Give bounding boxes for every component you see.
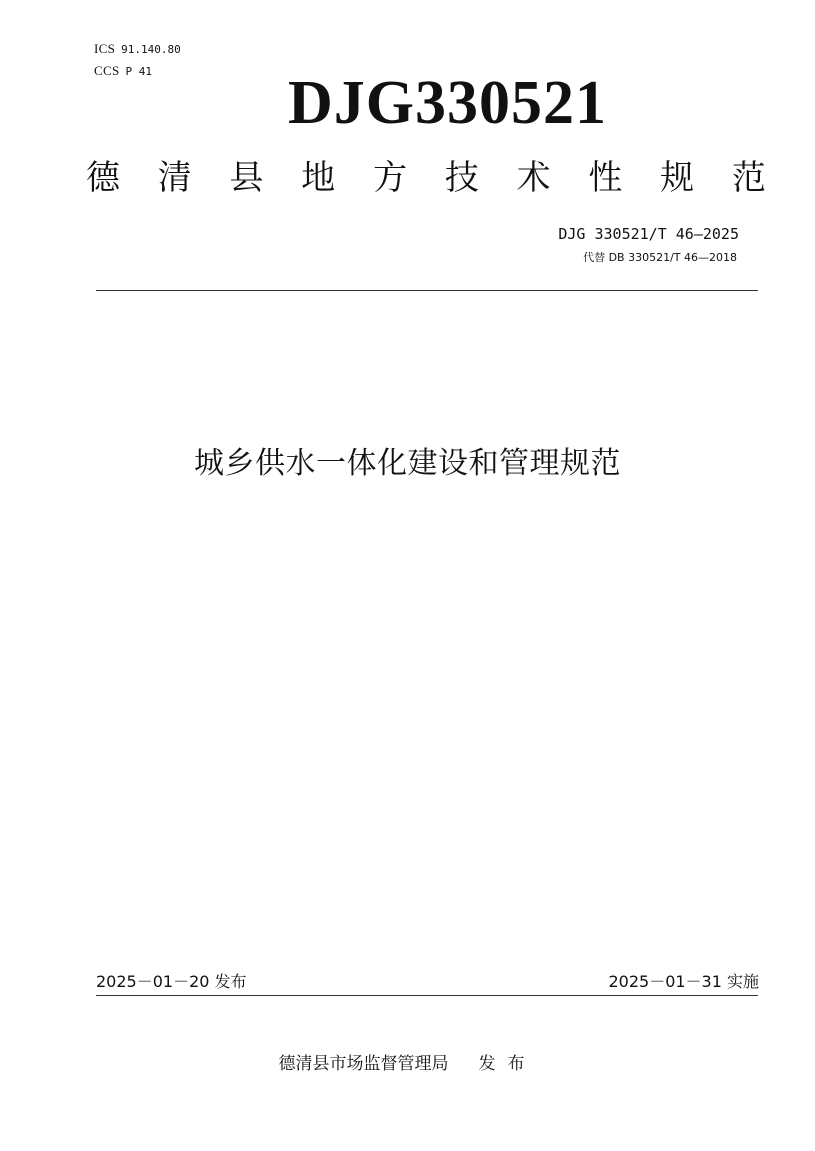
- document-title: 城乡供水一体化建设和管理规范: [194, 446, 621, 481]
- header-divider: [96, 290, 758, 291]
- standard-type-char: 术: [516, 158, 551, 198]
- ics-value: 91.140.80: [121, 43, 181, 56]
- standard-number: DJG 330521/T 46—2025: [558, 225, 739, 243]
- classification-block: [94, 38, 181, 82]
- standard-type: [86, 154, 766, 202]
- standard-type-char: 性: [588, 158, 623, 198]
- ics-label: ICS: [94, 41, 116, 56]
- issue-date: 2025－01－20 发布: [96, 972, 247, 991]
- implementation-date: 2025－01－31 实施: [608, 972, 759, 991]
- standard-type-char: 德: [86, 158, 120, 198]
- standard-type-char: 清: [157, 158, 192, 198]
- standard-type-char: 范: [731, 158, 766, 198]
- publisher-name: 德清县市场监督管理局: [278, 1054, 449, 1074]
- standard-code: DJG330521: [288, 69, 607, 137]
- ccs-value: P 41: [125, 65, 152, 78]
- standard-type-char: 县: [229, 158, 264, 198]
- replaces-standard: 代替 DB 330521/T 46—2018: [583, 251, 737, 264]
- publisher-line: [0, 1052, 815, 1076]
- standard-type-char: 规: [660, 158, 695, 198]
- footer-divider: [96, 995, 758, 996]
- ics-row: [94, 38, 181, 60]
- publisher-action: 发布: [478, 1054, 537, 1074]
- standard-type-char: 方: [373, 158, 408, 198]
- standard-type-char: 技: [444, 158, 479, 198]
- ccs-label: CCS: [94, 63, 120, 78]
- ccs-row: [94, 60, 181, 82]
- standard-type-char: 地: [301, 158, 336, 198]
